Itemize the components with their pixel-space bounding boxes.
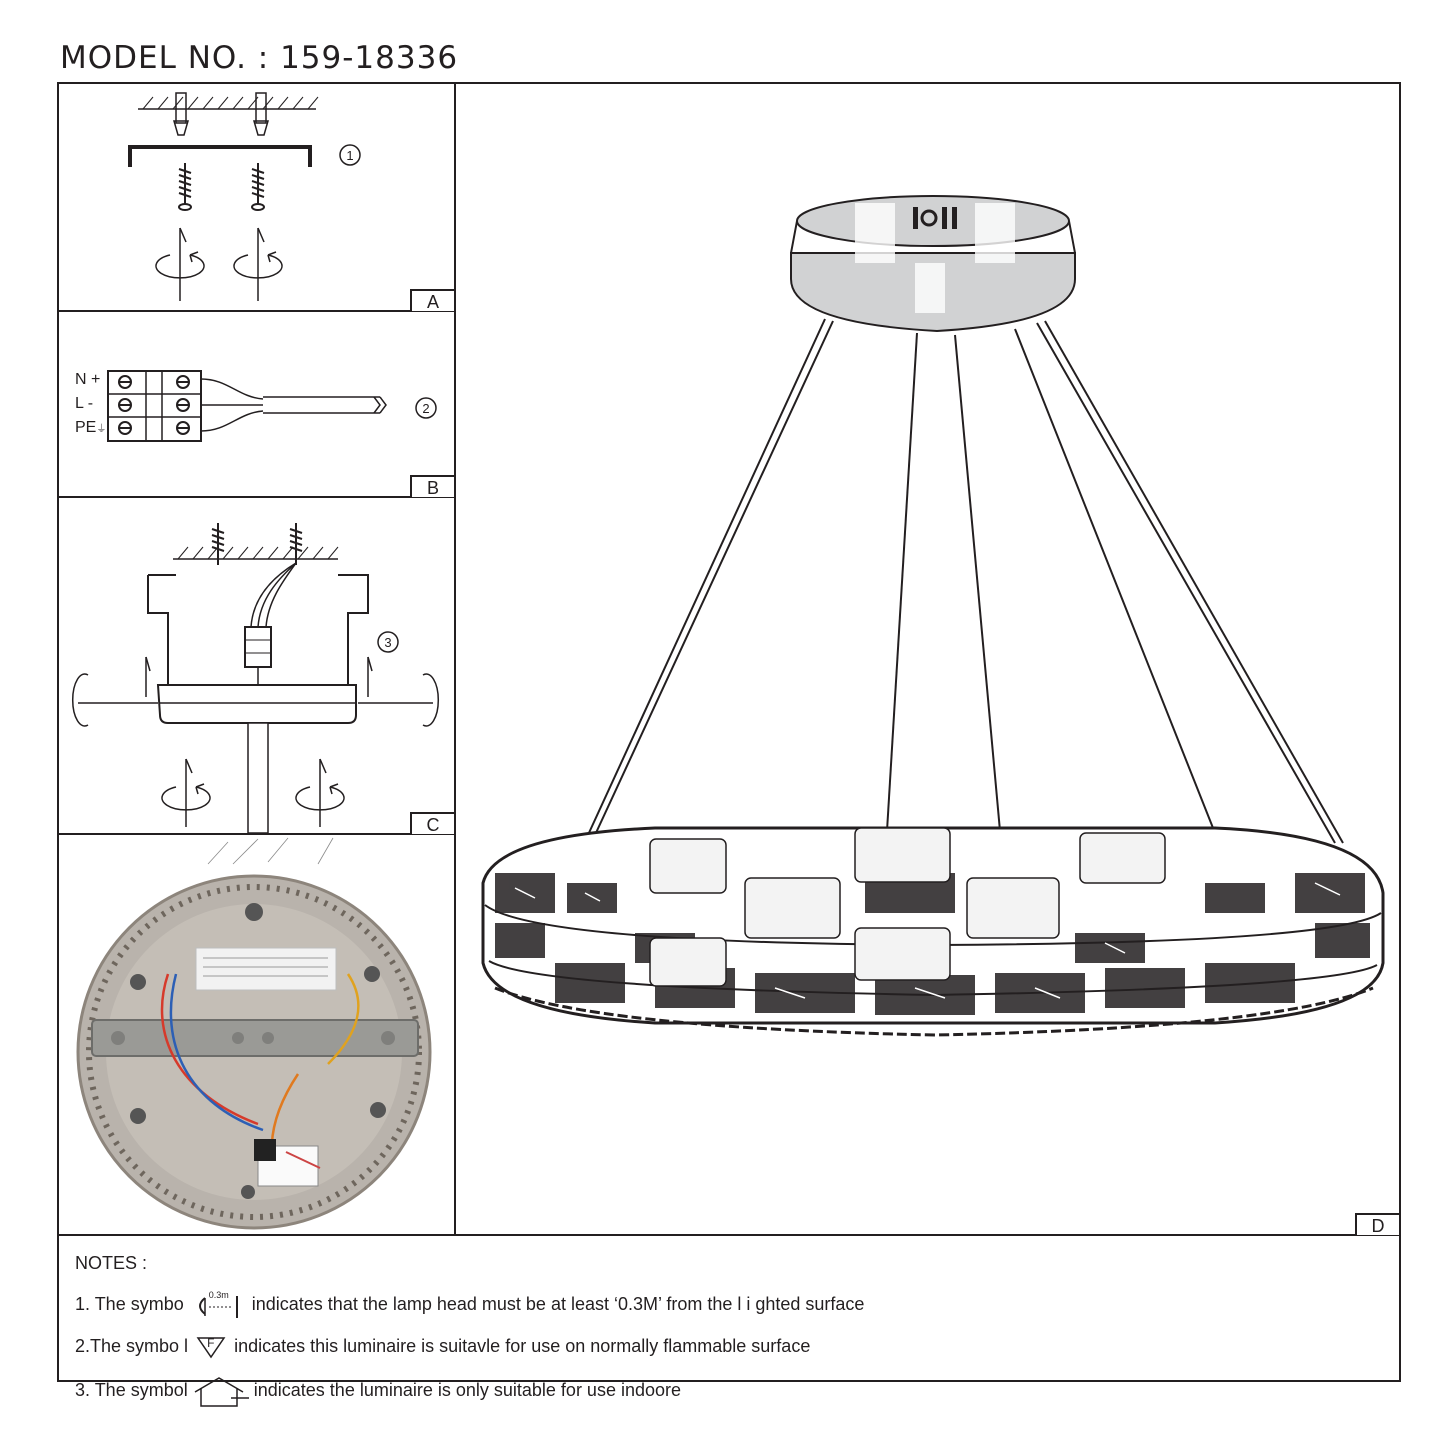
- rotate-arrow-icon: [156, 228, 282, 301]
- wall-plug-icon: [174, 93, 268, 135]
- screw-icon: [179, 163, 264, 210]
- note-3-text: indicates the luminaire is only suitable for use indoore: [253, 1379, 682, 1400]
- panel-c-canopy-install: [58, 497, 455, 834]
- bracket-screws-diagram: [58, 83, 455, 311]
- step-number: 2: [422, 401, 430, 416]
- model-number: MODEL NO. : 159-18336: [60, 40, 459, 76]
- flammable-symbol-letter: F: [207, 1336, 215, 1350]
- panel-a-mounting-bracket: [58, 83, 455, 311]
- ground-icon: ⏚: [96, 424, 107, 435]
- note-1-prefix: 1. The symbo: [75, 1294, 184, 1314]
- step-number: 3: [384, 635, 392, 650]
- panel-tag-c: C: [410, 812, 454, 834]
- panel-canopy-photo: [58, 834, 455, 1235]
- flammable-surface-icon: [193, 1335, 229, 1359]
- panel-b-wiring: [58, 311, 455, 497]
- suspension-wires: [588, 319, 1343, 843]
- note-2: [75, 1335, 810, 1359]
- terminal-label-l: L -: [75, 395, 94, 412]
- panel-tag-b: B: [410, 475, 454, 497]
- panel-d-chandelier: [455, 83, 1400, 1235]
- note-3: [75, 1376, 681, 1406]
- terminal-label-n: N +: [75, 371, 101, 388]
- panel-tag-a: A: [410, 289, 454, 311]
- canopy-install-diagram: [58, 497, 455, 834]
- wires-icon: [251, 563, 296, 627]
- panel-tag-d: D: [1355, 1213, 1399, 1235]
- note-3-prefix: 3. The symbol: [75, 1379, 188, 1400]
- canopy-interior-photo: [58, 834, 455, 1235]
- chandelier-drawing: [455, 83, 1400, 1235]
- cable-icon: [201, 379, 386, 431]
- crystal-ring: [483, 828, 1383, 1035]
- distance-symbol-value: 0.3m: [208, 1290, 229, 1301]
- distance-symbol-icon: [189, 1290, 247, 1316]
- ceiling-canopy: [791, 196, 1075, 331]
- terminal-block-diagram: [58, 311, 455, 497]
- terminal-label-pe: PE⏚: [75, 419, 107, 436]
- indoor-house-icon: [193, 1376, 249, 1406]
- notes-title: NOTES :: [75, 1253, 148, 1273]
- note-2-prefix: 2.The symbo l: [75, 1335, 189, 1356]
- note-2-text: indicates this luminaire is suitavle for use on normally flammable surface: [234, 1335, 811, 1356]
- note-1: [75, 1290, 865, 1316]
- step-number: 1: [346, 148, 354, 163]
- note-1-text: indicates that the lamp head must be at least ‘0.3M’ from the l i ghted surface: [251, 1294, 865, 1314]
